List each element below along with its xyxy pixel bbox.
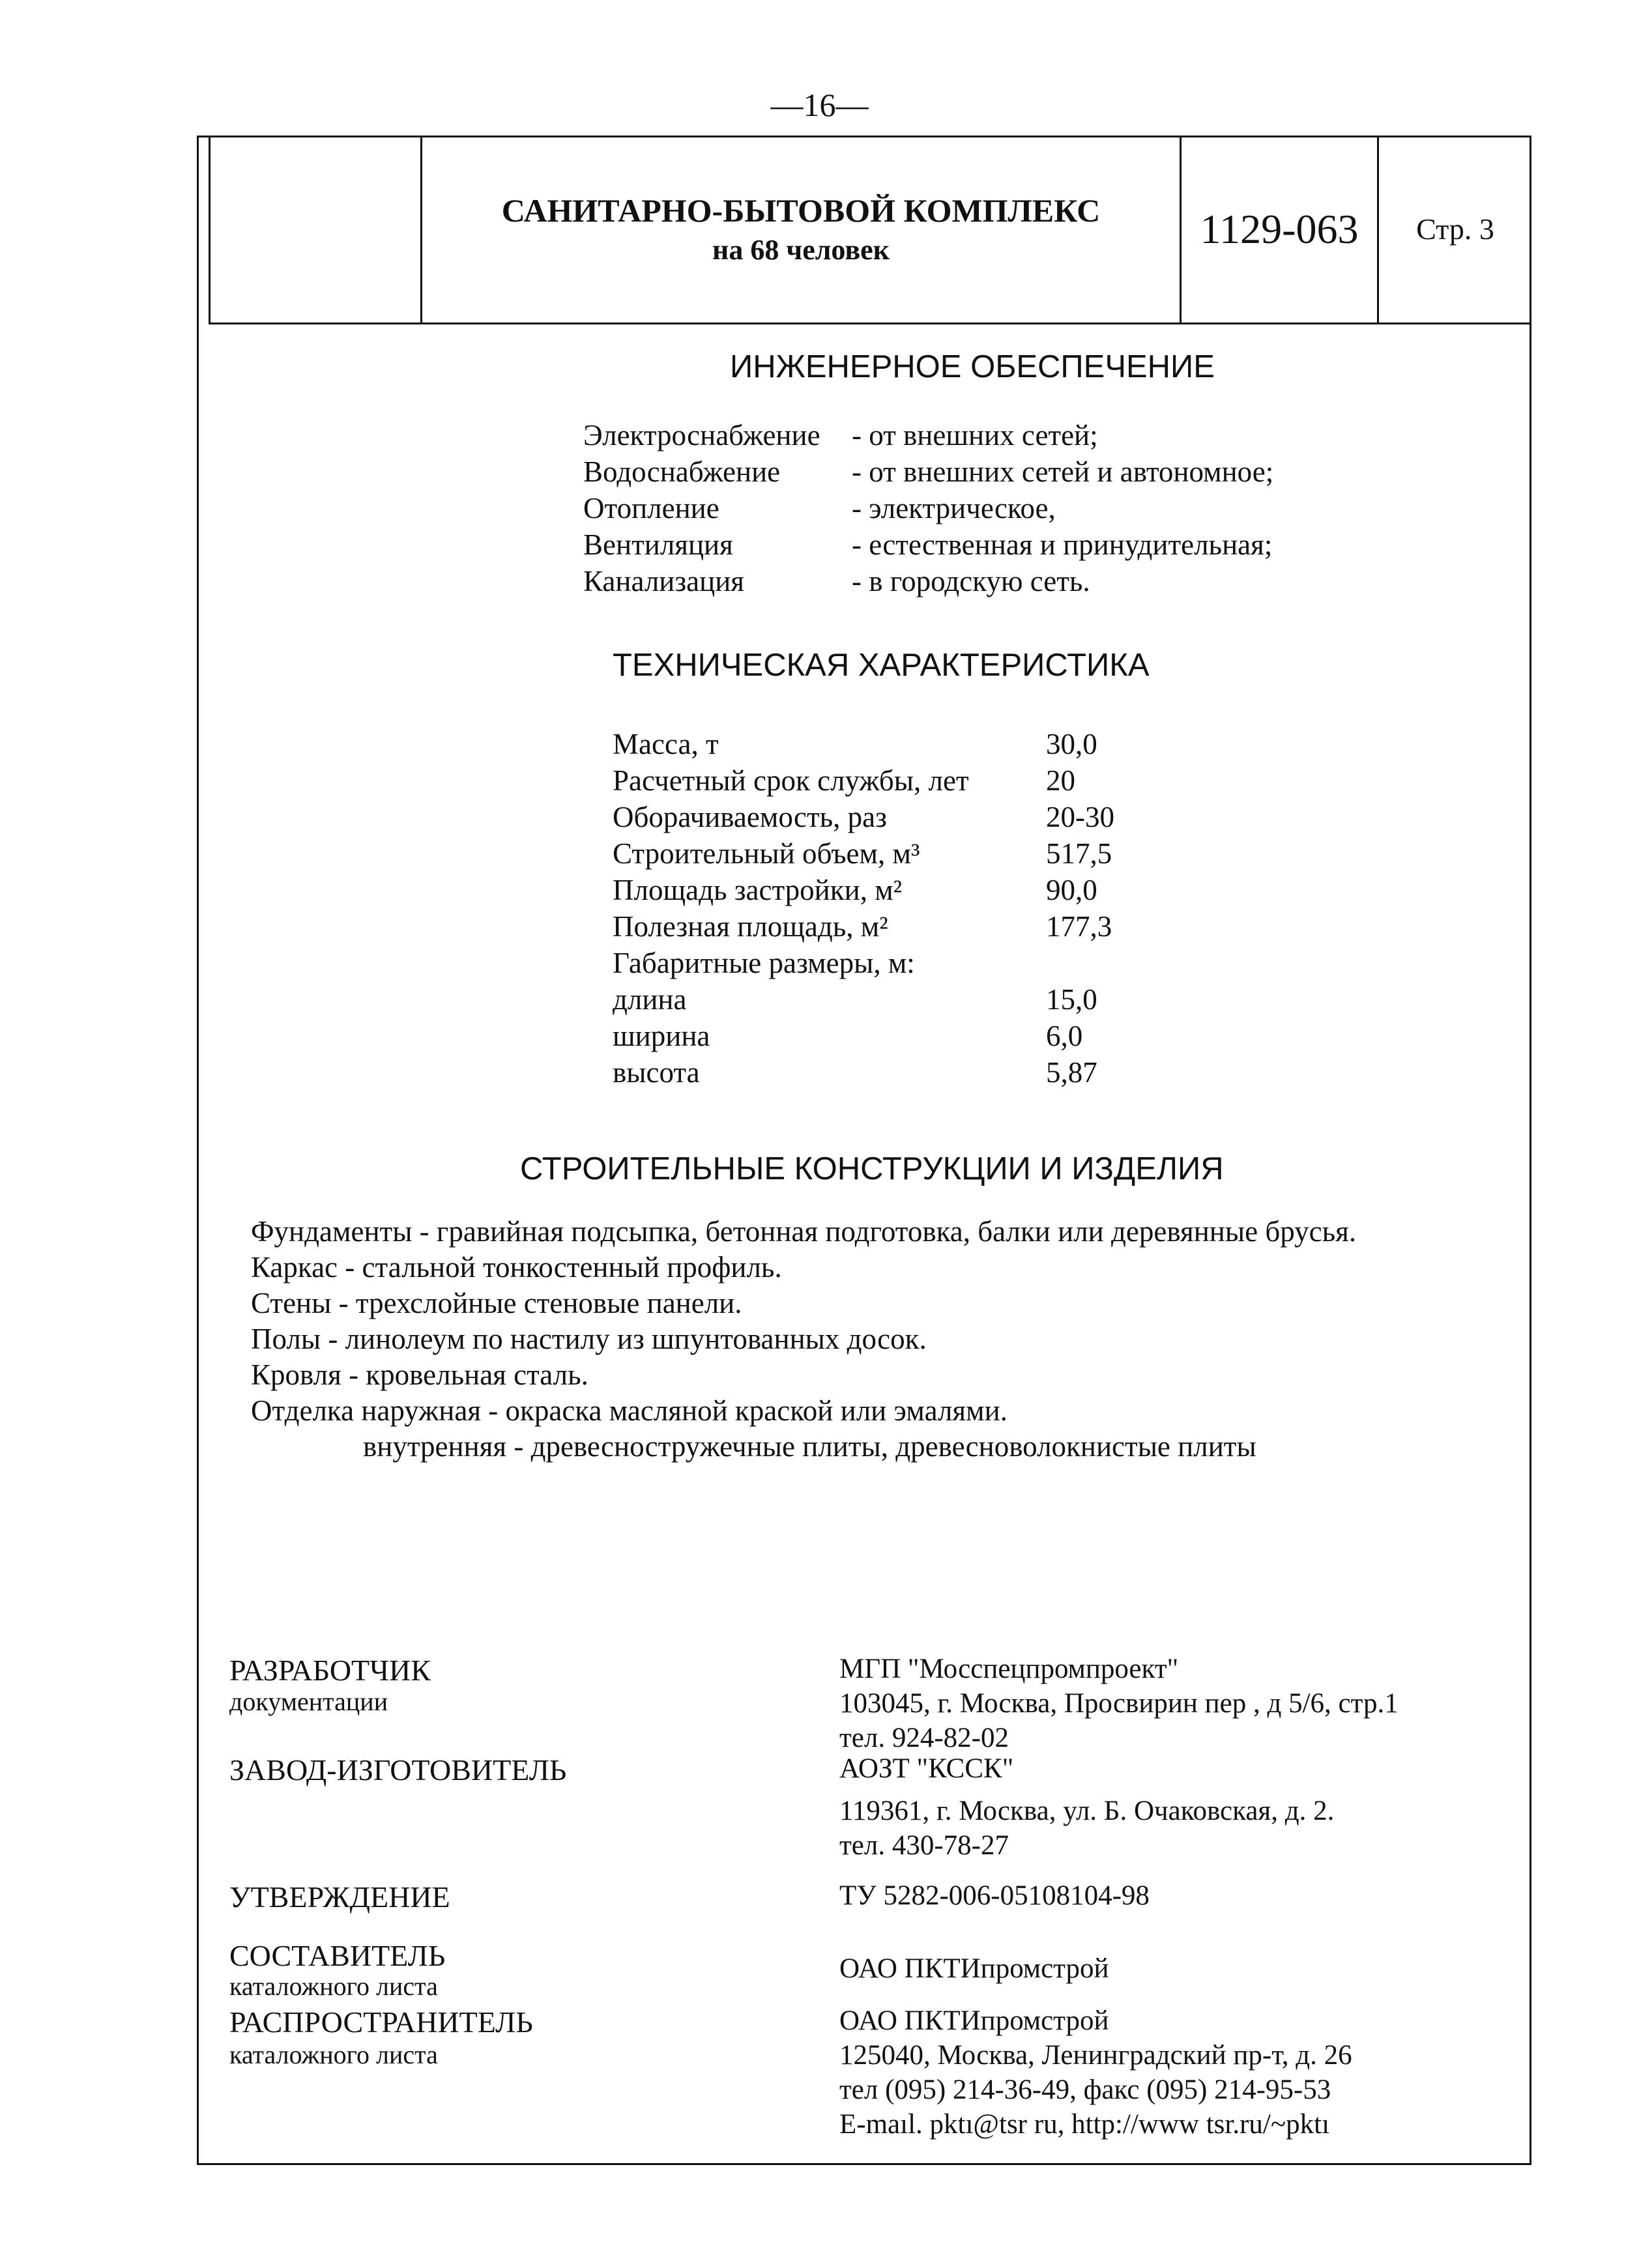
technical-name: Масса, т — [613, 728, 719, 760]
developer-sublabel: документации — [229, 1687, 388, 1716]
engineering-name: Канализация — [583, 565, 744, 597]
engineering-value: - от внешних сетей и автономное; — [852, 455, 1274, 488]
approval-value: ТУ 5282-006-05108104-98 — [839, 1880, 1150, 1911]
technical-name: ширина — [613, 1020, 710, 1052]
technical-heading: ТЕХНИЧЕСКАЯ ХАРАКТЕРИСТИКА — [613, 648, 1150, 683]
technical-row — [613, 762, 1075, 799]
technical-name: Полезная площадь, м² — [613, 910, 888, 943]
compiler-sublabel: каталожного листа — [229, 1972, 438, 2001]
title-block — [209, 136, 1531, 324]
engineering-value: - от внешних сетей; — [852, 419, 1098, 452]
engineering-row — [583, 490, 1056, 526]
manufacturer-label: ЗАВОД-ИЗГОТОВИТЕЛЬ — [229, 1753, 567, 1787]
developer-address: 103045, г. Москва, Просвирин пер , д 5/6, стр.1 — [839, 1688, 1399, 1719]
technical-row — [613, 872, 1097, 908]
compiler-value: ОАО ПКТИпромстрой — [839, 1953, 1109, 1984]
technical-name: высота — [613, 1056, 700, 1089]
technical-row — [613, 1054, 1097, 1091]
developer-phone: тел. 924-82-02 — [839, 1723, 1009, 1753]
construction-line: Полы - линолеум по настилу из шпунтованных досок. — [251, 1323, 927, 1355]
technical-value: 177,3 — [1046, 910, 1112, 943]
technical-row — [613, 1018, 1083, 1054]
document-title: САНИТАРНО-БЫТОВОЙ КОМПЛЕКС — [501, 192, 1101, 229]
technical-value: 6,0 — [1046, 1020, 1083, 1052]
construction-heading: СТРОИТЕЛЬНЫЕ КОНСТРУКЦИИ И ИЗДЕЛИЯ — [520, 1151, 1224, 1186]
developer-org: МГП "Мосспецпромпроект" — [839, 1654, 1179, 1684]
document-title-cell — [422, 136, 1180, 323]
technical-value: 30,0 — [1046, 728, 1097, 760]
technical-name: Площадь застройки, м² — [613, 874, 903, 906]
engineering-value: - электрическое, — [852, 492, 1056, 524]
technical-row — [613, 945, 969, 981]
engineering-name: Электроснабжение — [583, 419, 820, 452]
technical-row — [613, 726, 1097, 762]
engineering-list — [583, 417, 1274, 599]
construction-line: Кровля - кровельная сталь. — [251, 1358, 588, 1391]
technical-value: 20-30 — [1046, 801, 1114, 833]
technical-row — [613, 799, 1114, 835]
document-code: 1129-063 — [1200, 205, 1359, 252]
manufacturer-address: 119361, г. Москва, ул. Б. Очаковская, д. 2. — [839, 1796, 1335, 1826]
construction-line: внутренняя - древесностружечные плиты, древесноволокнистые плиты — [363, 1430, 1256, 1463]
manufacturer-phone: тел. 430-78-27 — [839, 1830, 1009, 1861]
distributor-org: ОАО ПКТИпромстрой — [839, 2005, 1109, 2036]
distributor-phone: тел (095) 214-36-49, факс (095) 214-95-53 — [839, 2074, 1331, 2105]
distributor-email: E-maıl. pktı@tsr ru, http://www tsr.ru/~pktı — [839, 2109, 1330, 2140]
engineering-row — [583, 526, 1273, 563]
technical-value: 5,87 — [1046, 1056, 1097, 1089]
technical-row — [613, 908, 1112, 945]
technical-name: длина — [613, 983, 687, 1016]
technical-list — [613, 726, 1114, 1091]
construction-line: Фундаменты - гравийная подсыпка, бетонная подготовка, балки или деревянные брусья. — [251, 1215, 1357, 1248]
technical-value: 517,5 — [1046, 837, 1112, 870]
engineering-value: - в городскую сеть. — [852, 565, 1090, 597]
distributor-address: 125040, Москва, Ленинградский пр-т, д. 26 — [839, 2040, 1352, 2071]
engineering-row — [583, 563, 1090, 599]
compiler-label: СОСТАВИТЕЛЬ — [229, 1939, 446, 1972]
document-subtitle: на 68 человек — [712, 234, 890, 266]
technical-value: 15,0 — [1046, 983, 1097, 1016]
page-reference: Стр. 3 — [1416, 212, 1494, 246]
technical-name: Габаритные размеры, м: — [613, 947, 915, 979]
approval-label: УТВЕРЖДЕНИЕ — [229, 1880, 450, 1914]
technical-row — [613, 981, 1097, 1018]
technical-name: Строительный объем, м³ — [613, 837, 920, 870]
technical-name: Оборачиваемость, раз — [613, 801, 887, 833]
engineering-name: Отопление — [583, 492, 719, 524]
technical-name: Расчетный срок службы, лет — [613, 764, 969, 797]
construction-line: Отделка наружная - окраска масляной краской или эмалями. — [251, 1394, 1008, 1427]
engineering-heading: ИНЖЕНЕРНОЕ ОБЕСПЕЧЕНИЕ — [730, 349, 1215, 384]
construction-line: Каркас - стальной тонкостенный профиль. — [251, 1251, 782, 1284]
engineering-name: Водоснабжение — [583, 455, 781, 488]
manufacturer-org: АОЗТ "КССК" — [839, 1753, 1014, 1784]
engineering-name: Вентиляция — [583, 528, 733, 561]
distributor-sublabel: каталожного листа — [229, 2040, 438, 2069]
construction-line: Стены - трехслойные стеновые панели. — [251, 1287, 742, 1319]
document-code-cell — [1182, 136, 1377, 323]
engineering-value: - естественная и принудительная; — [852, 528, 1273, 561]
technical-value: 90,0 — [1046, 874, 1097, 906]
technical-row — [613, 835, 1112, 872]
page-number: —16— — [770, 87, 869, 123]
engineering-row — [583, 453, 1274, 490]
page-ref-cell — [1379, 136, 1531, 323]
technical-value: 20 — [1046, 764, 1075, 797]
distributor-label: РАСПРОСТРАНИТЕЛЬ — [229, 2005, 533, 2039]
developer-label: РАЗРАБОТЧИК — [229, 1654, 431, 1687]
engineering-row — [583, 417, 1098, 453]
